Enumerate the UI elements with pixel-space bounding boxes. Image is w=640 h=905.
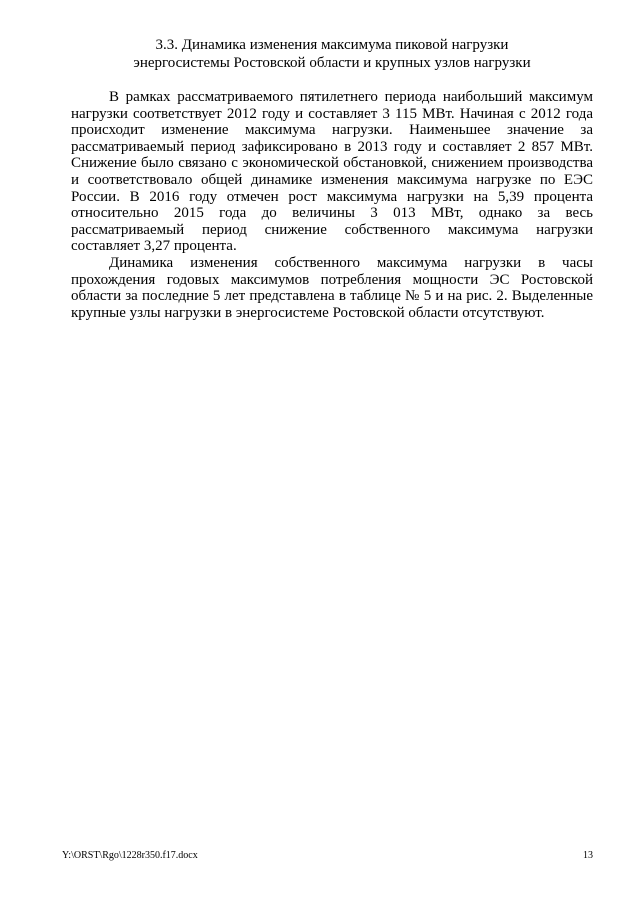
- footer-file-path: Y:\ORST\Rgo\1228r350.f17.docx: [62, 850, 198, 861]
- section-heading: [71, 36, 593, 72]
- paragraph-load-maximum-dynamics: В рамках рассматриваемого пятилетнего периода наибольший максимум нагрузки соответствует 2012 году и составляет 3 115 МВт. Начиная с 2012 года происходит изменение максимума нагрузки. Наименьшее значение за рассматриваемый период зафиксировано в 2013 году и составляет 2 857 МВт. Снижение было связано с экономической обстановкой, снижением производства и соответствовало общей динамике изменения максимума нагрузке по ЕЭС России. В 2016 году отмечен рост максимума нагрузки на 5,39 процента относительно 2015 года до величины 3 013 МВт, однако за весь рассматриваемый период снижение собственного максимума нагрузки составляет 3,27 процента.: [71, 89, 593, 255]
- section-heading-line-2: энергосистемы Ростовской области и крупных узлов нагрузки: [133, 55, 531, 71]
- page-footer: [62, 850, 593, 862]
- section-heading-line-1: 3.3. Динамика изменения максимума пиковой нагрузки: [155, 37, 509, 53]
- body-text: [71, 89, 593, 321]
- paragraph-table-reference: Динамика изменения собственного максимума нагрузки в часы прохождения годовых максимумов потребления мощности ЭС Ростовской области за последние 5 лет представлена в таблице № 5 и на рис. 2. Выделенные крупные узлы нагрузки в энергосистеме Ростовской области отсутствуют.: [71, 254, 593, 321]
- footer-page-number: 13: [583, 850, 593, 861]
